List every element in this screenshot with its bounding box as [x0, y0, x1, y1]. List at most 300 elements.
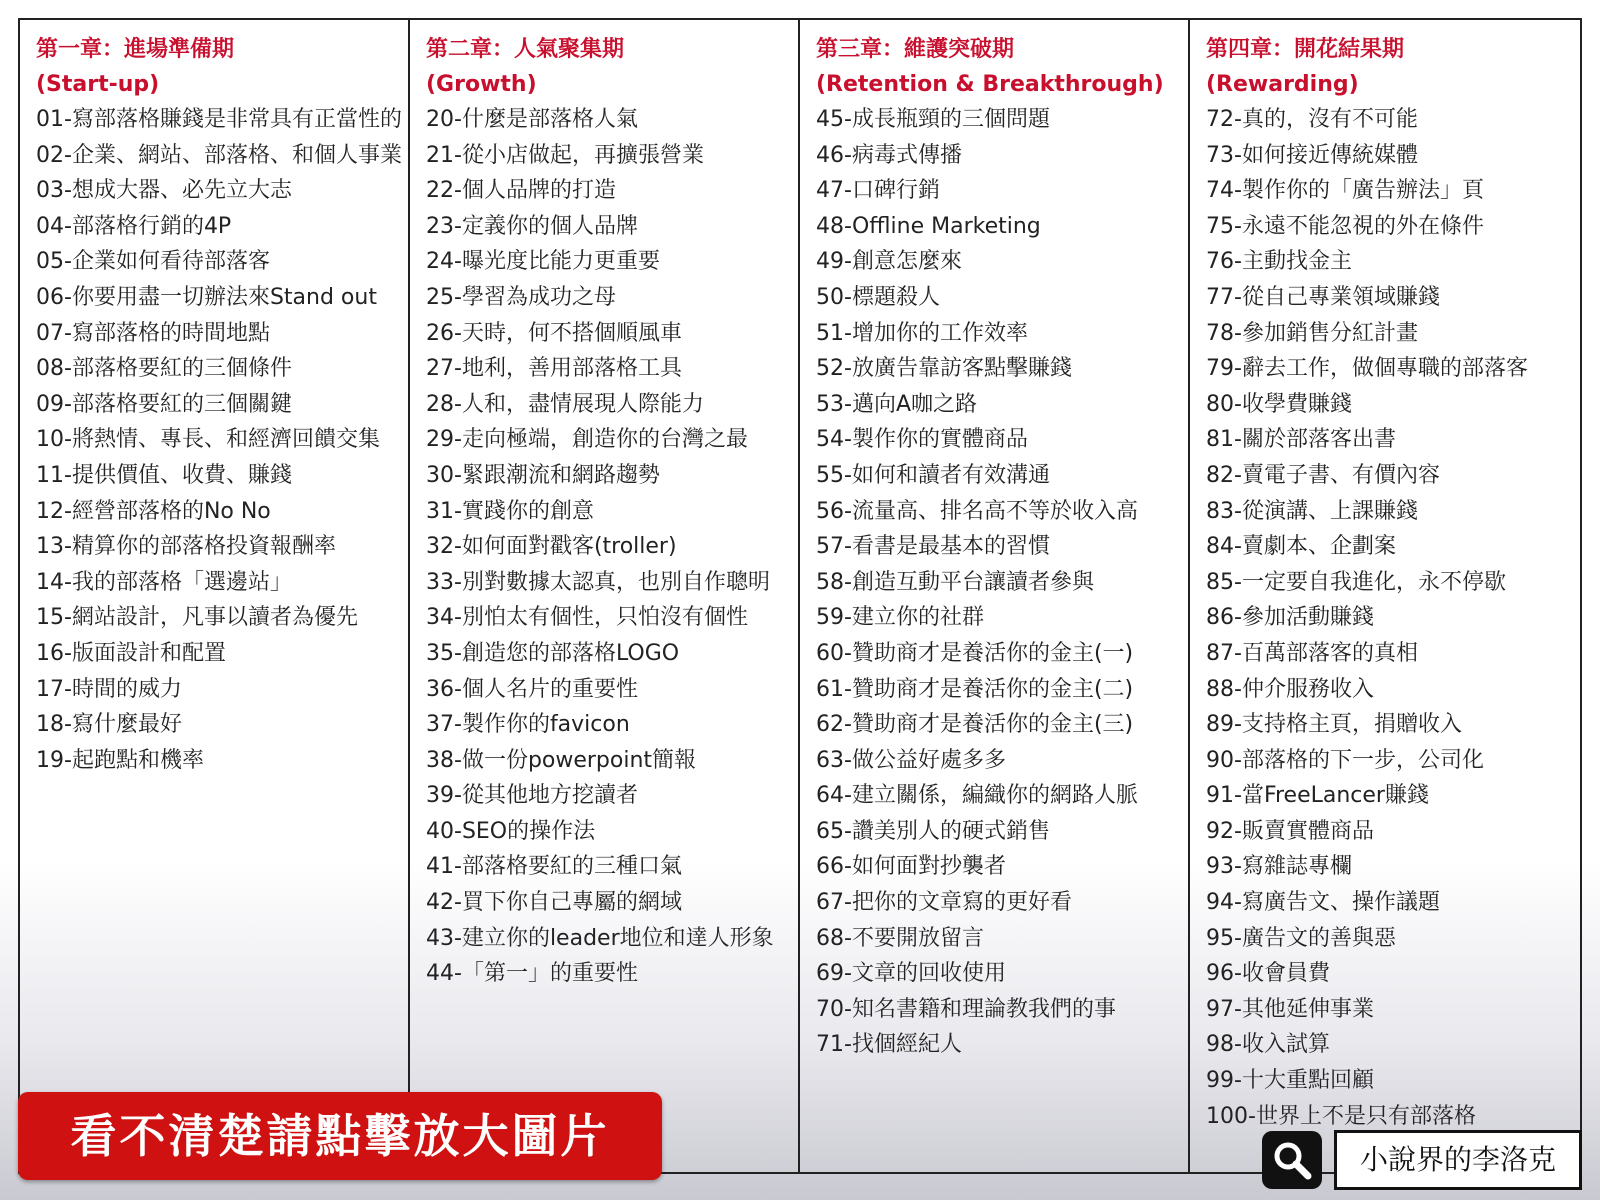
chapter-item [816, 992, 1188, 1028]
item-number: 66- [816, 854, 852, 880]
item-title: 精算你的部落格投資報酬率 [71, 534, 336, 560]
chapter-column-3 [800, 20, 1190, 1172]
chapter-title-en: (Rewarding) [1206, 72, 1359, 97]
chapter-item [36, 743, 408, 779]
item-number: 76- [1206, 249, 1242, 275]
chapter-item [36, 636, 408, 672]
item-number: 09- [36, 391, 72, 417]
chapter-title-zh: 第三章：維護突破期 [816, 37, 1015, 62]
item-number: 05- [36, 249, 72, 275]
item-number: 41- [426, 854, 462, 880]
chapter-item [816, 351, 1188, 387]
item-number: 56- [816, 498, 852, 524]
chapter-column-4 [1190, 20, 1580, 1172]
item-number: 94- [1206, 890, 1242, 916]
item-number: 53- [816, 391, 852, 417]
item-title: 定義你的個人品牌 [461, 213, 638, 239]
item-number: 04- [36, 213, 72, 239]
item-title: 如何接近傳統媒體 [1241, 142, 1418, 168]
chapter-item [426, 885, 798, 921]
chapter-item [36, 209, 408, 245]
chapter-item [1206, 814, 1580, 850]
item-title: 收學費賺錢 [1241, 391, 1352, 417]
item-number: 08- [36, 356, 72, 382]
item-number: 21- [426, 142, 462, 168]
item-title: 參加活動賺錢 [1241, 605, 1374, 631]
item-number: 80- [1206, 391, 1242, 417]
chapter-item [1206, 529, 1580, 565]
item-number: 44- [426, 961, 462, 987]
item-number: 87- [1206, 640, 1242, 666]
item-title: 你要用盡一切辦法來Stand out [71, 284, 377, 310]
chapter-item [816, 849, 1188, 885]
chapter-item [1206, 1027, 1580, 1063]
item-title: 口碑行銷 [851, 178, 940, 204]
chapter-item [36, 173, 408, 209]
chapter-grid [18, 18, 1582, 1174]
chapter-item [426, 636, 798, 672]
chapter-title-en: (Start-up) [36, 72, 160, 97]
chapter-item [36, 422, 408, 458]
item-title: 賣電子書、有價內容 [1241, 462, 1440, 488]
chapter-title-zh: 第二章：人氣聚集期 [426, 37, 625, 62]
chapter-item [426, 849, 798, 885]
item-title: 放廣告靠訪客點擊賺錢 [851, 356, 1072, 382]
item-number: 31- [426, 498, 462, 524]
chapter-item [426, 814, 798, 850]
chapter-item [1206, 672, 1580, 708]
item-title: 如何面對抄襲者 [851, 854, 1006, 880]
item-number: 99- [1206, 1068, 1242, 1094]
item-title: 看書是最基本的習慣 [851, 534, 1050, 560]
chapter-item [1206, 351, 1580, 387]
chapter-item [36, 672, 408, 708]
chapter-item [1206, 956, 1580, 992]
item-number: 33- [426, 569, 462, 595]
item-title: 將熱情、專長、和經濟回饋交集 [71, 427, 380, 453]
chapter-item [1206, 422, 1580, 458]
item-title: 關於部落客出書 [1241, 427, 1396, 453]
item-number: 34- [426, 605, 462, 631]
item-title: 邁向A咖之路 [851, 391, 977, 417]
item-title: 走向極端，創造你的台灣之最 [461, 427, 748, 453]
item-title: 把你的文章寫的更好看 [851, 890, 1072, 916]
item-title: 個人名片的重要性 [461, 676, 638, 702]
chapter-item [816, 209, 1188, 245]
item-number: 22- [426, 178, 462, 204]
chapter-item [426, 244, 798, 280]
item-title: 別對數據太認真，也別自作聰明 [461, 569, 770, 595]
item-title: 真的，沒有不可能 [1241, 107, 1418, 132]
chapter-item [36, 387, 408, 423]
item-title: 主動找金主 [1241, 249, 1352, 275]
item-title: 人和，盡情展現人際能力 [461, 391, 704, 417]
item-title: 仲介服務收入 [1241, 676, 1374, 702]
chapter-item [36, 138, 408, 174]
item-number: 26- [426, 320, 462, 346]
item-title: 部落格行銷的4P [71, 213, 232, 239]
item-number: 57- [816, 534, 852, 560]
item-number: 90- [1206, 747, 1242, 773]
item-number: 95- [1206, 925, 1242, 951]
item-number: 55- [816, 462, 852, 488]
chapter-item [1206, 494, 1580, 530]
item-number: 12- [36, 498, 72, 524]
item-number: 18- [36, 712, 72, 738]
item-title: 起跑點和機率 [71, 747, 204, 773]
item-title: 從小店做起，再擴張營業 [461, 142, 704, 168]
item-title: 賣劇本、企劃案 [1241, 534, 1396, 560]
item-title: 世界上不是只有部落格 [1255, 1103, 1476, 1129]
item-title: 販賣實體商品 [1241, 818, 1374, 844]
chapter-item [816, 138, 1188, 174]
chapter-item [1206, 849, 1580, 885]
chapter-item [816, 707, 1188, 743]
item-title: 實踐你的創意 [461, 498, 594, 524]
item-number: 97- [1206, 996, 1242, 1022]
chapter-item [816, 778, 1188, 814]
item-title: 文章的回收使用 [851, 961, 1006, 987]
item-number: 43- [426, 925, 462, 951]
chapter-item [426, 565, 798, 601]
item-title: 版面設計和配置 [71, 640, 226, 666]
item-number: 65- [816, 818, 852, 844]
item-number: 10- [36, 427, 72, 453]
chapter-item [426, 173, 798, 209]
item-number: 15- [36, 605, 72, 631]
item-number: 37- [426, 712, 462, 738]
chapter-item [426, 138, 798, 174]
item-number: 85- [1206, 569, 1242, 595]
chapter-title-en: (Growth) [426, 72, 537, 97]
item-title: 成長瓶頸的三個問題 [851, 107, 1050, 132]
item-title: 十大重點回顧 [1241, 1068, 1374, 1094]
chapter-item [36, 351, 408, 387]
item-number: 36- [426, 676, 462, 702]
item-number: 72- [1206, 107, 1242, 132]
item-title: 從自己專業領域賺錢 [1241, 284, 1440, 310]
chapter-title-zh: 第四章：開花結果期 [1206, 37, 1405, 62]
chapter-item [1206, 778, 1580, 814]
chapter-item [816, 458, 1188, 494]
item-number: 68- [816, 925, 852, 951]
item-title: 時間的威力 [71, 676, 182, 702]
chapter-item [1206, 458, 1580, 494]
item-number: 28- [426, 391, 462, 417]
item-number: 13- [36, 534, 72, 560]
chapter-column-2 [410, 20, 800, 1172]
item-number: 47- [816, 178, 852, 204]
item-number: 59- [816, 605, 852, 631]
chapter-item [36, 707, 408, 743]
item-title: 製作你的實體商品 [851, 427, 1028, 453]
item-title: 收會員費 [1241, 961, 1330, 987]
item-number: 91- [1206, 783, 1242, 809]
chapter-item [426, 422, 798, 458]
item-title: 辭去工作，做個專職的部落客 [1241, 356, 1528, 382]
item-title: 找個經紀人 [851, 1032, 962, 1058]
chapter-item [426, 209, 798, 245]
item-title: 創造互動平台讓讀者參與 [851, 569, 1094, 595]
item-title: 寫什麼最好 [71, 712, 182, 738]
item-title: 製作你的「廣告辦法」頁 [1241, 178, 1484, 204]
item-number: 89- [1206, 712, 1242, 738]
item-number: 51- [816, 320, 852, 346]
item-title: 買下你自己專屬的網域 [461, 890, 682, 916]
chapter-item-list [36, 102, 408, 778]
item-title: 曝光度比能力更重要 [461, 249, 660, 275]
item-title: 讚美別人的硬式銷售 [851, 818, 1050, 844]
chapter-item [1206, 992, 1580, 1028]
item-title: 贊助商才是養活你的金主(一) [851, 640, 1134, 666]
item-number: 24- [426, 249, 462, 275]
item-title: 個人品牌的打造 [461, 178, 616, 204]
item-title: 廣告文的善與惡 [1241, 925, 1396, 951]
chapter-item [816, 814, 1188, 850]
chapter-item-list [426, 102, 798, 992]
item-title: 網站設計，凡事以讀者為優先 [71, 605, 358, 631]
chapter-item [816, 102, 1188, 138]
chapter-item [36, 458, 408, 494]
item-number: 40- [426, 818, 462, 844]
item-number: 69- [816, 961, 852, 987]
chapter-item [426, 600, 798, 636]
item-number: 07- [36, 320, 72, 346]
item-title: 製作你的favicon [461, 712, 630, 738]
item-number: 48- [816, 213, 852, 239]
item-title: 部落格的下一步，公司化 [1241, 747, 1484, 773]
chapter-item [816, 1027, 1188, 1063]
item-number: 82- [1206, 462, 1242, 488]
item-title: 病毒式傳播 [851, 142, 962, 168]
chapter-item [1206, 209, 1580, 245]
item-title: 建立你的社群 [851, 605, 984, 631]
chapter-item [1206, 1099, 1580, 1135]
item-number: 61- [816, 676, 852, 702]
item-number: 78- [1206, 320, 1242, 346]
chapter-item [1206, 173, 1580, 209]
item-title: 如何和讀者有效溝通 [851, 462, 1050, 488]
chapter-item [1206, 885, 1580, 921]
item-title: 經營部落格的No No [71, 498, 271, 524]
chapter-item [816, 636, 1188, 672]
item-number: 01- [36, 107, 72, 132]
item-title: 天時，何不搭個順風車 [461, 320, 682, 346]
chapter-item [36, 529, 408, 565]
chapter-title-en: (Retention & Breakthrough) [816, 72, 1164, 97]
item-title: 標題殺人 [851, 284, 940, 310]
item-title: 增加你的工作效率 [851, 320, 1028, 346]
chapter-item [1206, 636, 1580, 672]
item-title: 支持格主頁，捐贈收入 [1241, 712, 1462, 738]
item-number: 84- [1206, 534, 1242, 560]
item-number: 27- [426, 356, 462, 382]
chapter-item [426, 743, 798, 779]
chapter-item [816, 494, 1188, 530]
item-title: 寫部落格賺錢是非常具有正當性的 [71, 107, 402, 132]
item-number: 06- [36, 284, 72, 310]
chapter-item [1206, 316, 1580, 352]
item-number: 74- [1206, 178, 1242, 204]
item-number: 79- [1206, 356, 1242, 382]
chapter-item [1206, 743, 1580, 779]
item-number: 63- [816, 747, 852, 773]
chapter-item [1206, 565, 1580, 601]
item-number: 39- [426, 783, 462, 809]
item-title: 從其他地方挖讀者 [461, 783, 638, 809]
item-title: 我的部落格「選邊站」 [71, 569, 292, 595]
item-number: 49- [816, 249, 852, 275]
item-title: 知名書籍和理論教我們的事 [851, 996, 1116, 1022]
chapter-item [816, 244, 1188, 280]
item-number: 30- [426, 462, 462, 488]
item-title: 「第一」的重要性 [461, 961, 638, 987]
item-number: 38- [426, 747, 462, 773]
enlarge-image-banner[interactable]: 看不清楚請點擊放大圖片 [18, 1092, 662, 1180]
item-number: 67- [816, 890, 852, 916]
item-title: 寫部落格的時間地點 [71, 320, 270, 346]
chapter-item [426, 387, 798, 423]
item-title: 提供價值、收費、賺錢 [71, 462, 292, 488]
author-name: 小說界的李洛克 [1334, 1130, 1582, 1190]
chapter-item [1206, 707, 1580, 743]
item-title: 百萬部落客的真相 [1241, 640, 1418, 666]
item-title: 一定要自我進化，永不停歇 [1241, 569, 1506, 595]
item-title: 企業、網站、部落格、和個人事業 [71, 142, 402, 168]
item-number: 86- [1206, 605, 1242, 631]
item-number: 64- [816, 783, 852, 809]
chapter-item [426, 316, 798, 352]
chapter-item [426, 102, 798, 138]
item-number: 17- [36, 676, 72, 702]
item-title: 參加銷售分紅計畫 [1241, 320, 1418, 346]
item-title: 寫雜誌專欄 [1241, 854, 1352, 880]
chapter-item [1206, 1063, 1580, 1099]
chapter-item-list [816, 102, 1188, 1063]
item-title: 做一份powerpoint簡報 [461, 747, 697, 773]
item-title: 創造您的部落格LOGO [461, 640, 680, 666]
item-number: 02- [36, 142, 72, 168]
item-number: 19- [36, 747, 72, 773]
chapter-item [426, 351, 798, 387]
item-title: 其他延伸事業 [1241, 996, 1374, 1022]
item-title: 流量高、排名高不等於收入高 [851, 498, 1138, 524]
chapter-item [426, 529, 798, 565]
chapter-item [426, 707, 798, 743]
chapter-item [1206, 102, 1580, 138]
item-number: 81- [1206, 427, 1242, 453]
item-number: 52- [816, 356, 852, 382]
item-title: 部落格要紅的三種口氣 [461, 854, 682, 880]
chapter-item [816, 316, 1188, 352]
zoom-button[interactable] [1262, 1131, 1322, 1189]
item-title: SEO的操作法 [461, 818, 596, 844]
chapter-item [426, 921, 798, 957]
item-number: 100- [1206, 1103, 1256, 1129]
item-title: 從演講、上課賺錢 [1241, 498, 1418, 524]
item-number: 62- [816, 712, 852, 738]
item-number: 20- [426, 107, 462, 132]
chapter-item [816, 885, 1188, 921]
item-title: 當FreeLancer賺錢 [1241, 783, 1429, 809]
chapter-item [816, 956, 1188, 992]
chapter-item [816, 743, 1188, 779]
chapter-title-zh: 第一章：進場準備期 [36, 37, 235, 62]
item-title: 贊助商才是養活你的金主(三) [851, 712, 1134, 738]
item-title: 部落格要紅的三個關鍵 [71, 391, 292, 417]
item-number: 71- [816, 1032, 852, 1058]
item-title: 建立關係，編織你的網路人脈 [851, 783, 1138, 809]
item-number: 45- [816, 107, 852, 132]
chapter-item [1206, 921, 1580, 957]
item-title: 學習為成功之母 [461, 284, 616, 310]
chapter-item [36, 316, 408, 352]
item-title: 想成大器、必先立大志 [71, 178, 292, 204]
item-number: 88- [1206, 676, 1242, 702]
item-title: 寫廣告文、操作議題 [1241, 890, 1440, 916]
item-number: 58- [816, 569, 852, 595]
item-number: 32- [426, 534, 462, 560]
chapter-item [1206, 600, 1580, 636]
chapter-item [1206, 138, 1580, 174]
chapter-item [426, 280, 798, 316]
item-title: 做公益好處多多 [851, 747, 1006, 773]
item-number: 92- [1206, 818, 1242, 844]
item-title: 永遠不能忽視的外在條件 [1241, 213, 1484, 239]
item-number: 75- [1206, 213, 1242, 239]
item-number: 54- [816, 427, 852, 453]
chapter-item [816, 280, 1188, 316]
chapter-item [426, 956, 798, 992]
chapter-item [1206, 280, 1580, 316]
item-number: 96- [1206, 961, 1242, 987]
item-number: 60- [816, 640, 852, 666]
item-number: 14- [36, 569, 72, 595]
item-title: 緊跟潮流和網路趨勢 [461, 462, 660, 488]
chapter-item [36, 102, 408, 138]
chapter-item-list [1206, 102, 1580, 1134]
chapter-item [36, 565, 408, 601]
item-number: 46- [816, 142, 852, 168]
item-number: 93- [1206, 854, 1242, 880]
chapter-item [36, 600, 408, 636]
item-number: 35- [426, 640, 462, 666]
chapter-item [816, 422, 1188, 458]
item-number: 50- [816, 284, 852, 310]
chapter-item [816, 921, 1188, 957]
chapter-item [426, 778, 798, 814]
item-number: 29- [426, 427, 462, 453]
item-title: 地利，善用部落格工具 [461, 356, 682, 382]
chapter-item [816, 672, 1188, 708]
chapter-item [36, 494, 408, 530]
item-title: 部落格要紅的三個條件 [71, 356, 292, 382]
item-title: 創意怎麼來 [851, 249, 962, 275]
chapter-item [426, 458, 798, 494]
chapter-item [816, 387, 1188, 423]
item-number: 98- [1206, 1032, 1242, 1058]
chapter-item [816, 173, 1188, 209]
item-title: 企業如何看待部落客 [71, 249, 270, 275]
item-title: 收入試算 [1241, 1032, 1330, 1058]
magnifier-icon [1270, 1138, 1314, 1182]
item-title: 建立你的leader地位和達人形象 [461, 925, 774, 951]
item-number: 42- [426, 890, 462, 916]
item-title: Offline Marketing [851, 213, 1041, 239]
chapter-column-1 [20, 20, 410, 1172]
item-number: 73- [1206, 142, 1242, 168]
item-number: 23- [426, 213, 462, 239]
